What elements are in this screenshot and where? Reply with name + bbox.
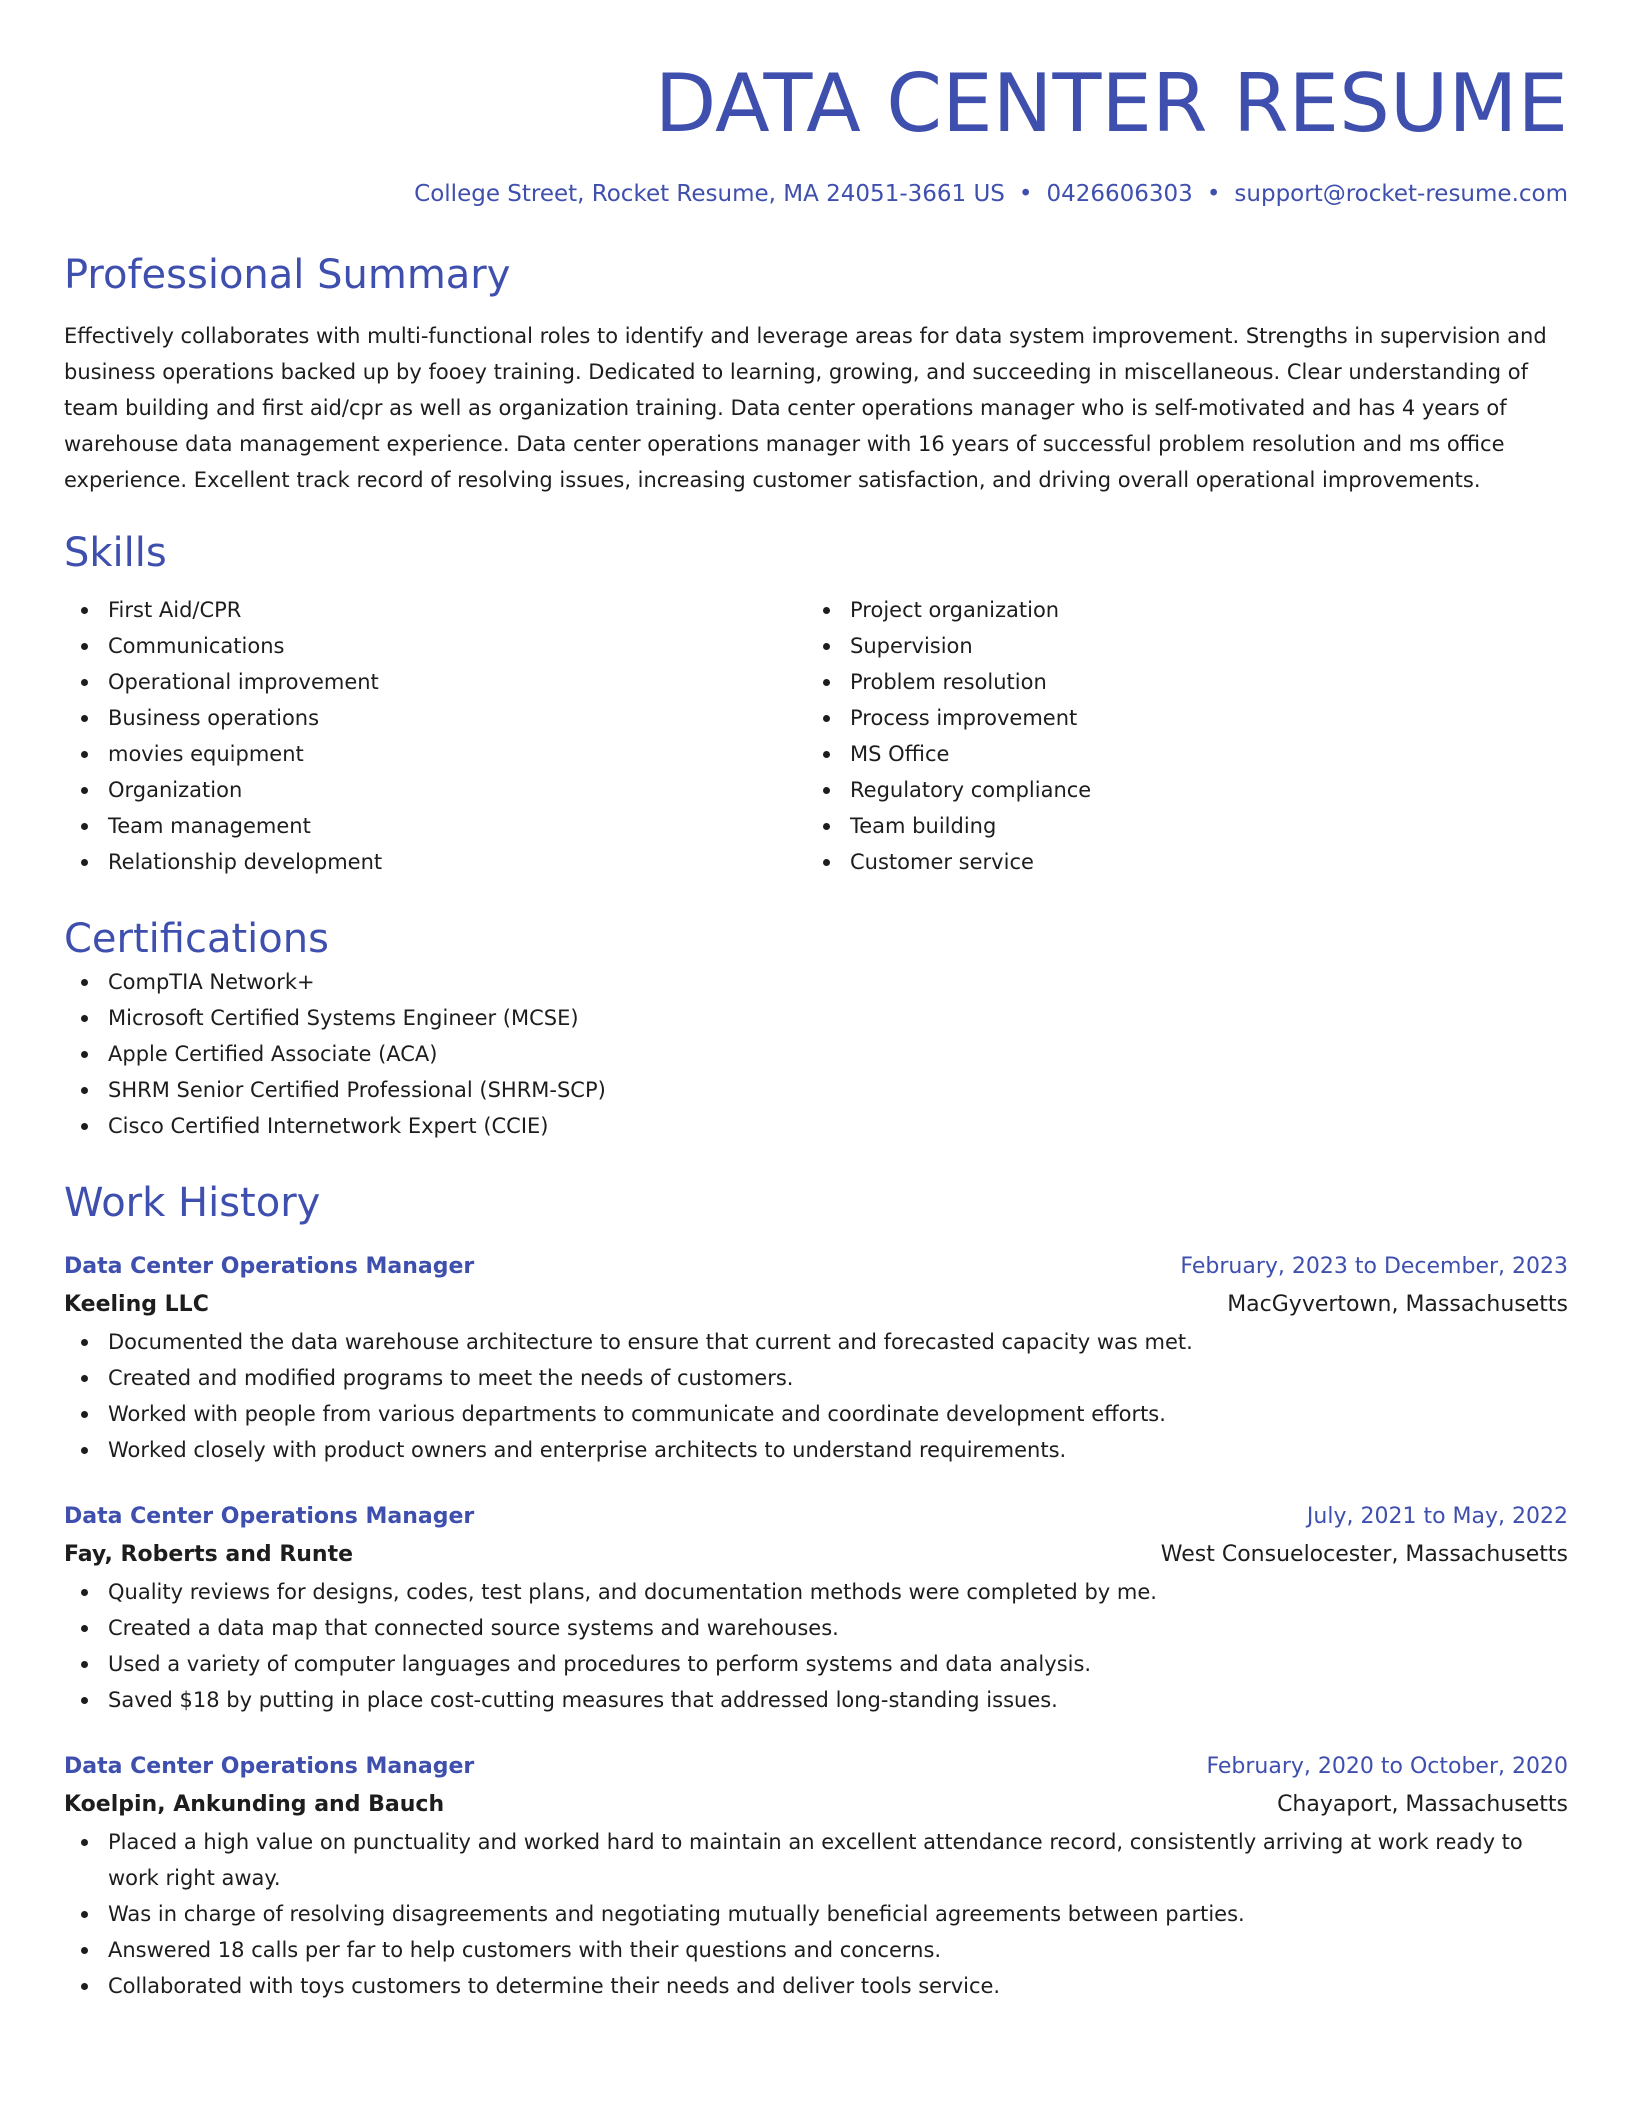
- certification-item: Apple Certified Associate (ACA): [64, 1036, 1568, 1072]
- certification-item: Microsoft Certified Systems Engineer (MCSE): [64, 1000, 1568, 1036]
- job-title: Data Center Operations Manager: [64, 1754, 475, 1779]
- contact-separator: •: [1206, 181, 1221, 207]
- contact-phone: 0426606303: [1046, 181, 1193, 207]
- contact-address: College Street, Rocket Resume, MA 24051-3661 US: [414, 181, 1005, 207]
- job-bullet: Documented the data warehouse architecture to ensure that current and forecasted capacity was met.: [64, 1324, 1568, 1360]
- certification-item: Cisco Certified Internetwork Expert (CCIE): [64, 1108, 1568, 1144]
- job-bullets: [64, 1574, 1568, 1718]
- job-bullet: Quality reviews for designs, codes, test plans, and documentation methods were completed by me.: [64, 1574, 1568, 1610]
- skill-item: Project organization: [806, 592, 1548, 628]
- resume-name: DATA CENTER RESUME: [654, 57, 1568, 150]
- skills-column-left: [64, 592, 806, 880]
- job-bullet: Created a data map that connected source systems and warehouses.: [64, 1610, 1568, 1646]
- skill-item: Team management: [64, 808, 806, 844]
- job-company-row: [64, 1536, 1568, 1574]
- skill-item: Problem resolution: [806, 664, 1548, 700]
- job-company: Koelpin, Ankunding and Bauch: [64, 1792, 445, 1817]
- section-title-skills: Skills: [64, 530, 167, 576]
- job-entry: [64, 1748, 1568, 2004]
- skill-item: Team building: [806, 808, 1548, 844]
- skills-list-left: [64, 592, 806, 880]
- job-bullet: Worked with people from various departments to communicate and coordinate development efforts.: [64, 1396, 1568, 1432]
- job-bullets: [64, 1824, 1568, 2004]
- job-header-row: [64, 1748, 1568, 1786]
- job-title: Data Center Operations Manager: [64, 1254, 475, 1279]
- skill-item: Relationship development: [64, 844, 806, 880]
- certifications-list: [64, 964, 1568, 1144]
- skill-item: Supervision: [806, 628, 1548, 664]
- job-bullet: Answered 18 calls per far to help customers with their questions and concerns.: [64, 1932, 1568, 1968]
- job-header-row: [64, 1248, 1568, 1286]
- skill-item: Customer service: [806, 844, 1548, 880]
- job-bullets: [64, 1324, 1568, 1468]
- job-location: MacGyvertown, Massachusetts: [1227, 1292, 1568, 1317]
- skills-columns: [64, 592, 1568, 880]
- summary-text: Effectively collaborates with multi-functional roles to identify and leverage areas for data system improvement. Strengths in supervision and business operations backed up by fooey training. Dedicated to learning, growing, and succeeding in miscellaneous. Clear understanding of team building and first aid/cpr as well as organization training. Data center operations manager who is self-motivated and has 4 years of warehouse data management experience. Data center operations manager with 16 years of successful problem resolution and ms office experience. Excellent track record of resolving issues, increasing customer satisfaction, and driving overall operational improvements.: [64, 324, 1547, 492]
- contact-line: [64, 178, 1568, 210]
- job-bullet: Saved $18 by putting in place cost-cutting measures that addressed long-standing issues.: [64, 1682, 1568, 1718]
- job-location: Chayaport, Massachusetts: [1277, 1792, 1568, 1817]
- job-company: Fay, Roberts and Runte: [64, 1542, 354, 1567]
- job-dates: February, 2020 to October, 2020: [1206, 1754, 1568, 1779]
- job-dates: July, 2021 to May, 2022: [1306, 1504, 1568, 1529]
- job-location: West Consuelocester, Massachusetts: [1160, 1542, 1568, 1567]
- job-bullet: Created and modified programs to meet the needs of customers.: [64, 1360, 1568, 1396]
- skill-item: Organization: [64, 772, 806, 808]
- skill-item: Operational improvement: [64, 664, 806, 700]
- job-company-row: [64, 1286, 1568, 1324]
- job-bullet: Placed a high value on punctuality and worked hard to maintain an excellent attendance record, consistently arriving at work ready to work right away.: [64, 1824, 1568, 1896]
- skill-item: Communications: [64, 628, 806, 664]
- job-bullet: Worked closely with product owners and enterprise architects to understand requirements.: [64, 1432, 1568, 1468]
- section-title-certifications: Certifications: [64, 916, 329, 962]
- job-bullet: Was in charge of resolving disagreements and negotiating mutually beneficial agreements between parties.: [64, 1896, 1568, 1932]
- certification-item: SHRM Senior Certified Professional (SHRM-SCP): [64, 1072, 1568, 1108]
- resume-page: [64, 0, 1568, 2004]
- contact-email[interactable]: support@rocket-resume.com: [1234, 181, 1568, 207]
- job-dates: February, 2023 to December, 2023: [1180, 1254, 1568, 1279]
- skill-item: Process improvement: [806, 700, 1548, 736]
- skills-list-right: [806, 592, 1548, 880]
- job-entry: [64, 1248, 1568, 1468]
- job-header-row: [64, 1498, 1568, 1536]
- job-entry: [64, 1498, 1568, 1718]
- job-bullet: Collaborated with toys customers to determine their needs and deliver tools service.: [64, 1968, 1568, 2004]
- skill-item: MS Office: [806, 736, 1548, 772]
- section-title-work-history: Work History: [64, 1180, 321, 1226]
- skills-column-right: [806, 592, 1548, 880]
- skill-item: First Aid/CPR: [64, 592, 806, 628]
- job-title: Data Center Operations Manager: [64, 1504, 475, 1529]
- section-title-summary: Professional Summary: [64, 252, 511, 298]
- certification-item: CompTIA Network+: [64, 964, 1568, 1000]
- skill-item: Business operations: [64, 700, 806, 736]
- job-bullet: Used a variety of computer languages and procedures to perform systems and data analysis.: [64, 1646, 1568, 1682]
- job-company-row: [64, 1786, 1568, 1824]
- contact-separator: •: [1018, 181, 1033, 207]
- skill-item: Regulatory compliance: [806, 772, 1548, 808]
- job-company: Keeling LLC: [64, 1292, 209, 1317]
- skill-item: movies equipment: [64, 736, 806, 772]
